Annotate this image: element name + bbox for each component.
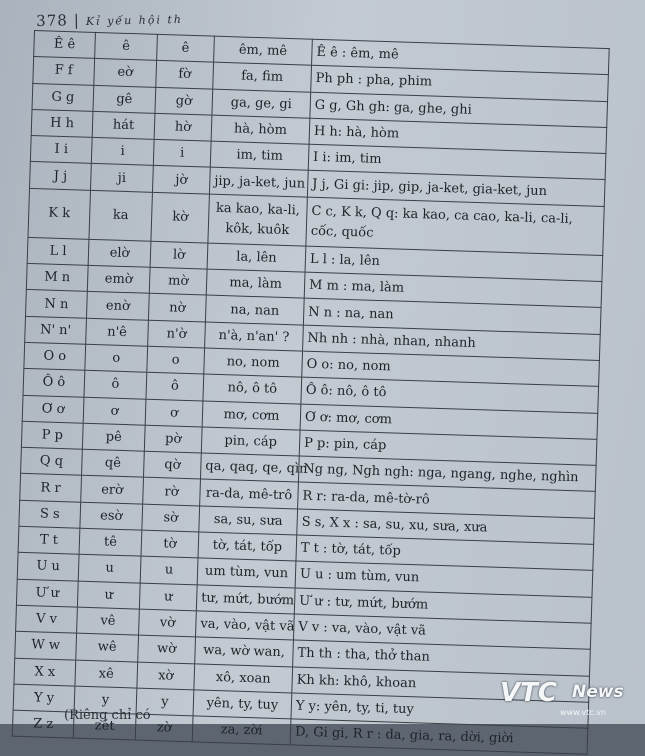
cell-current-spelling: R r: ra-da, mê-tờ-rô <box>298 482 596 518</box>
cell-name-new: vờ <box>139 609 197 637</box>
cell-example: wa, wờ wan, <box>195 637 294 666</box>
cell-example: pin, cáp <box>201 427 300 456</box>
cell-letter: H h <box>31 109 93 137</box>
cell-name-new: n'ờ <box>148 320 206 348</box>
cell-current-spelling: Th th : tha, thở than <box>293 640 591 676</box>
watermark-url: www.vtc.vn <box>560 708 607 717</box>
cell-letter: W w <box>15 631 77 659</box>
cell-name-new: y <box>136 688 194 716</box>
footer-text: (Riêng chỉ có <box>64 708 151 723</box>
cell-name-new: mờ <box>149 267 207 295</box>
vtc-news-watermark <box>488 674 638 722</box>
cell-name-new: fờ <box>156 61 214 89</box>
cell-letter: X x <box>14 658 76 686</box>
cell-example: ma, làm <box>206 269 305 298</box>
running-title: Kỉ yếu hội th <box>85 12 184 28</box>
watermark-news: News <box>572 682 624 702</box>
page-number: 378 <box>36 11 69 30</box>
cell-example: hà, hòm <box>211 115 310 144</box>
cell-name-traditional: y <box>74 686 137 714</box>
cell-name-traditional: enờ <box>86 292 149 320</box>
cell-name-new: jờ <box>152 166 210 194</box>
cell-current-spelling: Ô ô: nô, ô tô <box>301 377 599 413</box>
cell-current-spelling: Nh nh : nhà, nhan, nhanh <box>303 325 601 361</box>
cell-current-spelling: M m : ma, làm <box>304 272 602 308</box>
cell-example: na, nan <box>205 295 304 324</box>
cell-name-new: u <box>140 556 198 584</box>
cell-example: im, tim <box>210 141 309 170</box>
cell-letter: V v <box>16 605 78 633</box>
cell-letter: G g <box>32 83 94 111</box>
cell-current-spelling: C c, K k, Q q: ka kao, ca cao, ka-li, ca-li, cốc, quốc <box>306 197 604 255</box>
cell-example: va, vào, vật vã <box>196 611 295 640</box>
cell-example: yên, ty, tuy <box>193 690 292 719</box>
cell-name-new: pờ <box>144 425 202 453</box>
cell-letter: Ư ư <box>16 579 78 607</box>
cell-example: mơ, cơm <box>202 401 301 430</box>
cell-letter: F f <box>33 57 95 85</box>
table-body <box>12 31 609 755</box>
cell-name-new: gờ <box>155 87 213 115</box>
cell-letter: I i <box>30 136 92 164</box>
cell-name-traditional: ê <box>95 32 158 60</box>
cell-name-traditional: elờ <box>88 239 151 267</box>
cell-name-new: xờ <box>137 662 195 690</box>
cell-name-new: lờ <box>150 241 208 269</box>
cell-name-traditional: ji <box>90 164 153 192</box>
cell-example: n'à, n'an' ? <box>205 322 304 351</box>
cell-example: za, zời <box>192 716 291 745</box>
cell-current-spelling: J j, Gi gi: jip, gip, ja-ket, gia-ket, jun <box>307 171 605 207</box>
cell-example: la, lên <box>207 243 306 272</box>
cell-letter: N' n' <box>25 316 87 344</box>
cell-example: xô, xoan <box>194 663 293 692</box>
cell-example: fa, fim <box>213 62 312 91</box>
cell-letter: L l <box>27 237 89 265</box>
cell-current-spelling: Ph ph : pha, phim <box>311 66 609 102</box>
cell-name-new: kờ <box>151 192 210 243</box>
cell-example: êm, mê <box>214 36 313 65</box>
cell-name-new: nờ <box>148 294 206 322</box>
cell-name-new: ơ <box>145 399 203 427</box>
cell-letter: T t <box>18 526 80 554</box>
cell-letter: S s <box>19 500 81 528</box>
cell-name-new: zờ <box>135 714 193 742</box>
cell-current-spelling: H h: hà, hòm <box>309 118 607 154</box>
cell-current-spelling: Ư ư : tư, mứt, bướm <box>294 588 592 624</box>
cell-name-traditional: zét <box>73 712 136 740</box>
cell-letter: O o <box>24 342 86 370</box>
cell-current-spelling: G g, Gh gh: ga, ghe, ghi <box>310 92 608 128</box>
cell-name-traditional: emờ <box>87 265 150 293</box>
cell-letter: Y y <box>13 684 75 712</box>
cell-example: ra-da, mê-trô <box>200 479 299 508</box>
cell-name-traditional: eờ <box>94 59 157 87</box>
cell-letter: Ơ ơ <box>22 395 84 423</box>
cell-name-new: wờ <box>138 635 196 663</box>
header-separator: | <box>73 11 81 30</box>
cell-name-traditional: ka <box>89 190 153 241</box>
cell-current-spelling: Ng ng, Ngh ngh: nga, ngang, nghe, nghìn <box>298 456 596 492</box>
cell-current-spelling: P p: pin, cáp <box>299 430 597 466</box>
cell-name-traditional: gê <box>93 85 156 113</box>
cell-name-traditional: wê <box>76 633 139 661</box>
cell-current-spelling: Ê ê : êm, mê <box>312 39 610 75</box>
cell-letter: J j <box>30 162 92 190</box>
cell-current-spelling: Kh kh: khô, khoan <box>292 666 590 702</box>
cell-current-spelling: V v : va, vào, vật vã <box>293 614 591 650</box>
watermark-brand: VTC <box>500 678 557 708</box>
cell-example: jip, ja-ket, jun <box>209 168 308 197</box>
cell-letter: K k <box>28 188 91 239</box>
alphabet-table <box>12 30 610 755</box>
cell-name-traditional: ơ <box>83 397 146 425</box>
cell-current-spelling: Y y: yên, ty, ti, tuy <box>291 693 589 729</box>
cell-name-new: sờ <box>142 504 200 532</box>
cell-name-traditional: ư <box>77 581 140 609</box>
cell-name-traditional: esờ <box>80 502 143 530</box>
cell-current-spelling: I i: im, tim <box>308 144 606 180</box>
cell-name-new: i <box>153 140 211 168</box>
cell-example: um tùm, vun <box>197 558 296 587</box>
cell-name-traditional: i <box>91 138 154 166</box>
cell-letter: R r <box>20 474 82 502</box>
cell-letter: Ô ô <box>23 369 85 397</box>
cell-name-traditional: tê <box>79 528 142 556</box>
cell-name-traditional: hát <box>92 111 155 139</box>
cell-name-new: qờ <box>143 451 201 479</box>
cell-example: nô, ô tô <box>203 374 302 403</box>
cell-letter: U u <box>17 553 79 581</box>
cell-current-spelling: N n : na, nan <box>303 298 601 334</box>
alphabet-table-wrapper <box>12 30 624 756</box>
cell-current-spelling: T t : tờ, tát, tốp <box>296 535 594 571</box>
cell-name-traditional: pê <box>82 423 145 451</box>
cell-current-spelling: Ơ ơ: mơ, cơm <box>300 404 598 440</box>
cell-example: ga, ge, gi <box>212 89 311 118</box>
cell-letter: N n <box>26 290 88 318</box>
cell-name-traditional: qê <box>82 449 145 477</box>
cell-example: qa, qaq, qe, qìn <box>200 453 299 482</box>
cell-name-traditional: vê <box>77 607 140 635</box>
cell-name-new: o <box>147 346 205 374</box>
cell-example: tờ, tát, tốp <box>198 532 297 561</box>
cell-name-new: hờ <box>154 113 212 141</box>
cell-name-traditional: n'ê <box>86 318 149 346</box>
cell-name-traditional: erờ <box>81 476 144 504</box>
cell-example: tư, mứt, bướm <box>196 585 295 614</box>
cell-letter: Z z <box>12 710 74 738</box>
cell-name-new: tờ <box>141 530 199 558</box>
cell-current-spelling: U u : um tùm, vun <box>295 561 593 597</box>
cell-example: no, nom <box>204 348 303 377</box>
cell-letter: Q q <box>21 447 83 475</box>
cell-name-new: rờ <box>143 478 201 506</box>
cell-letter: P p <box>21 421 83 449</box>
page-header <box>36 9 183 30</box>
cell-current-spelling: S s, X x : sa, su, xu, sưa, xưa <box>297 509 595 545</box>
cell-current-spelling: D, Gi gi, R r : da, gia, ra, dời, giời <box>290 719 588 755</box>
cell-name-new: ê <box>157 34 215 62</box>
cell-current-spelling: O o: no, nom <box>302 351 600 387</box>
cell-name-new: ô <box>146 372 204 400</box>
cell-letter: M n <box>26 263 88 291</box>
cell-name-traditional: xê <box>75 660 138 688</box>
cell-name-traditional: o <box>85 344 148 372</box>
cell-example: sa, su, sưa <box>199 506 298 535</box>
cell-example: ka kao, ka-li, kôk, kuôk <box>208 194 307 246</box>
cell-letter: Ê ê <box>34 31 96 59</box>
cell-current-spelling: L l : la, lên <box>305 246 603 282</box>
cell-name-traditional: u <box>78 555 141 583</box>
cell-name-traditional: ô <box>84 371 147 399</box>
cell-name-new: ư <box>139 583 197 611</box>
